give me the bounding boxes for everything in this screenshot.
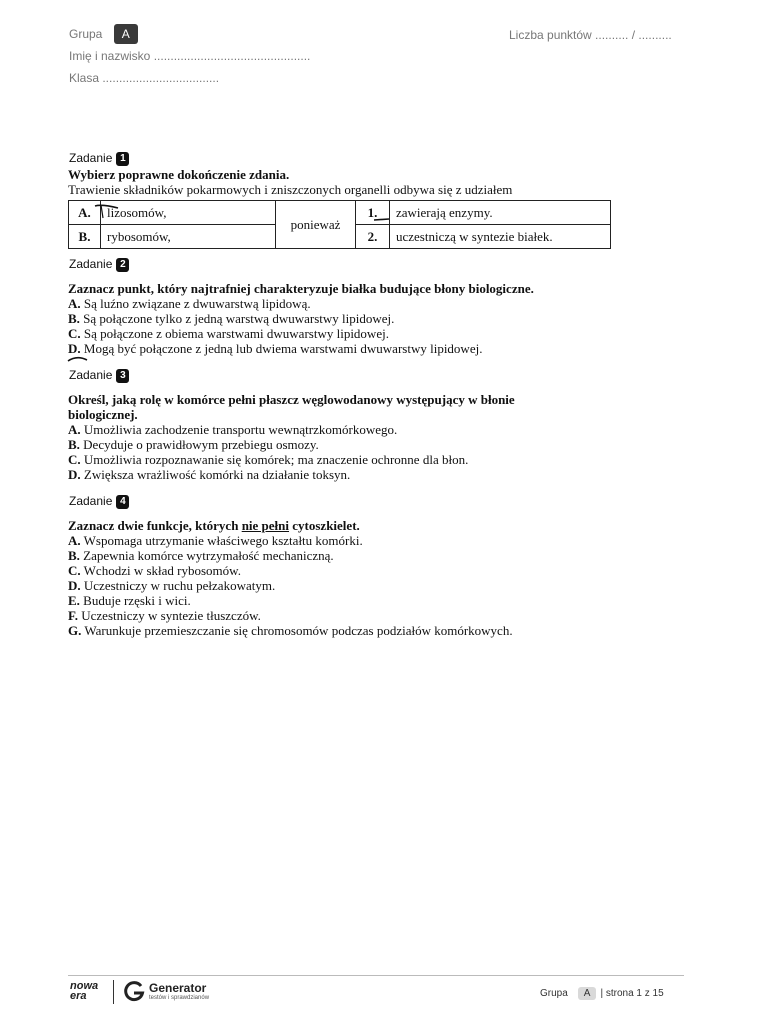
- task-label-text: Zadanie: [69, 494, 113, 508]
- task-2-question: Zaznacz punkt, który najtrafniej charakteryzuje białka budujące błony biologiczne.: [68, 281, 534, 296]
- logo-separator: [113, 980, 114, 1004]
- option-text: Buduje rzęski i wici.: [83, 593, 191, 608]
- option-text: Wspomaga utrzymanie właściwego kształtu komórki.: [83, 533, 363, 548]
- option-letter: F.: [68, 608, 78, 623]
- row-1-option[interactable]: zawierają enzymy.: [390, 201, 611, 225]
- footer-group-label: Grupa: [540, 988, 568, 999]
- option-letter: A.: [68, 296, 81, 311]
- pen-mark-d: [66, 355, 90, 365]
- task-2-option-c[interactable]: [68, 326, 628, 341]
- generator-logo-icon: [123, 980, 145, 1002]
- option-text: Są połączone tylko z jedną warstwą dwuwarstwy lipidowej.: [83, 311, 395, 326]
- task-3-label: [69, 368, 129, 383]
- row-2-option[interactable]: uczestniczą w syntezie białek.: [390, 225, 611, 249]
- option-text: Decyduje o prawidłowym przebiegu osmozy.: [83, 437, 319, 452]
- option-text: Są połączone z obiema warstwami dwuwarstwy lipidowej.: [83, 326, 389, 341]
- group-field: [69, 24, 138, 44]
- class-field: Klasa ...................................: [69, 71, 220, 85]
- name-field: Imię i nazwisko ...............................................: [69, 49, 311, 63]
- option-text: Uczestniczy w syntezie tłuszczów.: [81, 608, 261, 623]
- task-3-option-a[interactable]: [68, 422, 628, 437]
- option-text: Warunkuje przemieszczanie się chromosomów podczas podziałów komórkowych.: [84, 623, 513, 638]
- task-4-option-c[interactable]: [68, 563, 628, 578]
- row-b-letter: B.: [69, 225, 101, 249]
- option-text: Mogą być połączone z jedną lub dwiema warstwami dwuwarstwy lipidowej.: [83, 341, 483, 356]
- task-1-intro: Trawienie składników pokarmowych i zniszczonych organelli odbywa się z udziałem: [68, 182, 513, 197]
- question-pre: Zaznacz dwie funkcje, których: [68, 518, 242, 533]
- row-1-number: 1.: [356, 201, 390, 225]
- option-letter: B.: [68, 437, 80, 452]
- task-4-option-g[interactable]: [68, 623, 628, 638]
- option-letter: C.: [68, 326, 81, 341]
- product-name: Generator: [149, 981, 207, 995]
- option-text: Umożliwia rozpoznawanie się komórek; ma znaczenie ochronne dla błon.: [83, 452, 469, 467]
- footer-divider: [68, 975, 684, 976]
- product-subtitle: testów i sprawdzianów: [149, 995, 210, 1001]
- option-text: Zwiększa wrażliwość komórki na działanie toksyn.: [83, 467, 351, 482]
- task-3-question-line-1: Określ, jaką rolę w komórce pełni płaszcz węglowodanowy występujący w błonie: [68, 392, 515, 407]
- task-3-question-line-2: biologicznej.: [68, 407, 138, 422]
- task-4-option-e[interactable]: [68, 593, 628, 608]
- option-text: Zapewnia komórce wytrzymałość mechaniczną.: [83, 548, 334, 563]
- group-label: Grupa: [69, 27, 103, 41]
- task-4-label: [69, 494, 129, 509]
- points-field: Liczba punktów .......... / ..........: [509, 28, 672, 42]
- publisher-logo-line-1: nowa: [70, 980, 99, 992]
- question-underlined: nie pełni: [241, 518, 290, 533]
- option-letter: A.: [68, 533, 81, 548]
- option-letter: D.: [68, 341, 81, 356]
- row-b-option[interactable]: rybosomów,: [101, 225, 276, 249]
- task-3-option-d[interactable]: [68, 467, 628, 482]
- task-4-option-d[interactable]: [68, 578, 628, 593]
- task-4-body: [68, 518, 628, 638]
- task-1-body: [68, 167, 628, 197]
- footer-group-badge: A: [578, 987, 597, 1000]
- option-text: Są luźno związane z dwuwarstwą lipidową.: [83, 296, 311, 311]
- option-text: Wchodzi w skład rybosomów.: [83, 563, 241, 578]
- task-3-option-c[interactable]: [68, 452, 628, 467]
- task-4-question: [68, 518, 628, 533]
- page-info: [540, 987, 664, 1000]
- task-3-body: [68, 392, 628, 482]
- task-label-text: Zadanie: [69, 257, 113, 271]
- row-2-number: 2.: [356, 225, 390, 249]
- connector: ponieważ: [276, 201, 356, 249]
- task-2-option-d[interactable]: [68, 341, 628, 356]
- task-3-option-b[interactable]: [68, 437, 628, 452]
- option-text: Uczestniczy w ruchu pełzakowatym.: [83, 578, 276, 593]
- option-letter: B.: [68, 311, 80, 326]
- task-2-option-b[interactable]: [68, 311, 628, 326]
- option-letter: B.: [68, 548, 80, 563]
- option-letter: G.: [68, 623, 82, 638]
- row-a-letter: A.: [69, 201, 101, 225]
- publisher-logo: [70, 981, 98, 1001]
- pen-mark-1: [372, 214, 392, 224]
- option-text: Umożliwia zachodzenie transportu wewnątrzkomórkowego.: [83, 422, 398, 437]
- group-badge: A: [114, 24, 138, 44]
- row-a-option[interactable]: lizosomów,: [101, 201, 276, 225]
- question-post: cytoszkielet.: [289, 518, 360, 533]
- task-1-label: [69, 151, 129, 166]
- page-number: | strona 1 z 15: [600, 988, 664, 999]
- option-letter: C.: [68, 563, 81, 578]
- task-2-label: [69, 257, 129, 272]
- task-number-badge: 3: [116, 369, 129, 383]
- task-4-option-f[interactable]: [68, 608, 628, 623]
- option-letter: A.: [68, 422, 81, 437]
- pen-mark-a: [92, 202, 122, 220]
- task-4-option-a[interactable]: [68, 533, 628, 548]
- task-number-badge: 1: [116, 152, 129, 166]
- task-number-badge: 4: [116, 495, 129, 509]
- task-2-option-a[interactable]: [68, 296, 628, 311]
- option-letter: D.: [68, 578, 81, 593]
- task-1-question: Wybierz poprawne dokończenie zdania.: [68, 167, 290, 182]
- task-2-body: [68, 281, 628, 356]
- option-letter: D.: [68, 467, 81, 482]
- task-1-table: [68, 200, 611, 249]
- task-4-option-b[interactable]: [68, 548, 628, 563]
- option-letter: E.: [68, 593, 80, 608]
- option-letter: C.: [68, 452, 81, 467]
- task-label-text: Zadanie: [69, 151, 113, 165]
- publisher-logo-line-2: era: [70, 990, 87, 1002]
- task-number-badge: 2: [116, 258, 129, 272]
- task-label-text: Zadanie: [69, 368, 113, 382]
